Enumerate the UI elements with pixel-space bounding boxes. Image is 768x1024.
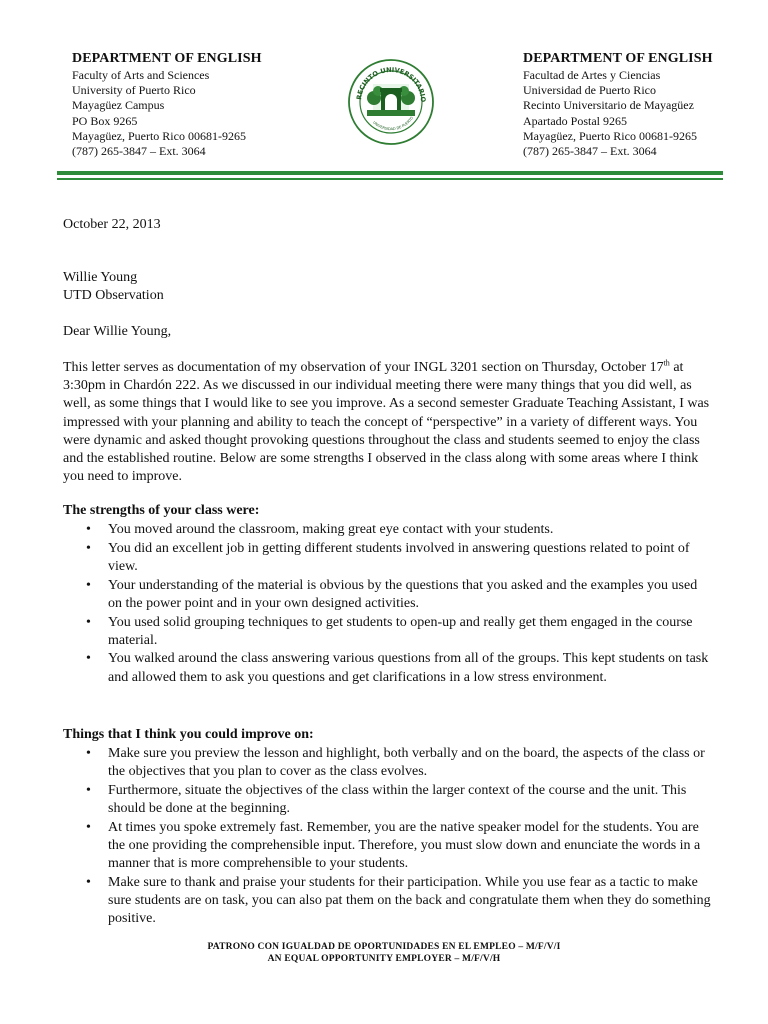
- dept-title-en: DEPARTMENT OF ENGLISH: [72, 51, 262, 66]
- letterhead-left: [72, 50, 262, 159]
- address-line: Faculty of Arts and Sciences: [72, 68, 210, 82]
- header-divider-thin: [57, 178, 723, 180]
- footer-eeo-notice: [0, 941, 768, 965]
- header-divider-thick: [57, 171, 723, 175]
- letterhead-right: [523, 50, 713, 159]
- university-seal-logo: [347, 58, 435, 146]
- list-item: • Make sure you preview the lesson and highlight, both verbally and on the board, the aspects of the class or the objectives that you plan to cover as the class evolves.: [86, 746, 705, 780]
- svg-text:UNIVERSIDAD DE PUERTO RICO: UNIVERSIDAD DE PUERTO: [372, 115, 415, 132]
- dept-title-es: DEPARTMENT OF ENGLISH: [523, 51, 713, 66]
- phone-line: (787) 265-3847 – Ext. 3064: [72, 144, 206, 159]
- footer-line-es: PATRONO CON IGUALDAD DE OPORTUNIDADES EN EL EMPLEO – M/F/V/I: [207, 942, 561, 952]
- list-item: • Make sure to thank and praise your students for their participation. While you use fear as a tactic to make sure students are on task, you can also pat them on the back and congratulate them when they do something positive.: [86, 874, 711, 927]
- address-line: Recinto Universitario de Mayagüez: [523, 98, 694, 113]
- bullet-icon: •: [86, 577, 91, 593]
- recipient-subject: UTD Observation: [63, 288, 164, 304]
- bullet-icon: •: [86, 746, 91, 761]
- strengths-list: [63, 521, 713, 687]
- ordinal-suffix: th: [663, 358, 670, 368]
- footer-line-en: AN EQUAL OPPORTUNITY EMPLOYER – M/F/V/H: [267, 954, 501, 964]
- address-line: Facultad de Artes y Ciencias: [523, 68, 661, 82]
- salutation: Dear Willie Young,: [63, 324, 172, 339]
- letter-date: October 22, 2013: [63, 217, 161, 232]
- recipient-block: [63, 269, 713, 305]
- intro-text-1: This letter serves as documentation of my observation of your INGL 3201 section on Thursday, October 17: [63, 360, 664, 375]
- address-line: Apartado Postal 9265: [523, 113, 627, 128]
- strengths-heading: The strengths of your class were:: [63, 503, 260, 518]
- intro-text-2: at 3:30pm in Chardón 222. As we discussed in our individual meeting there were many things that you did well, as well, as some things that I would like to see you improve. As a second semester Graduate Teaching Assistant, I was impressed with your planning and ability to teach the concept of “perspective” in a variety of different ways. You were dynamic and asked thought provoking questions throughout the class and students seemed to enjoy the class and the established routine. Below are some strengths I observed in the class along with some areas where I think you need to improve.: [63, 360, 710, 485]
- improvements-heading: Things that I think you could improve on:: [63, 727, 314, 742]
- svg-text:RECINTO UNIVERSITARIO DE MAYAG: RECINTO UNIVERSITARIO: [355, 65, 428, 103]
- list-item: • At times you spoke extremely fast. Remember, you are the native speaker model for the students. You are the one providing the comprehensible input. Therefore, you must slow down and enunciate the words in a manner that is more comprehensible to your students.: [86, 819, 701, 872]
- list-item: • You walked around the class answering various questions from all of the groups. This kept students on task and allowed them to ask you questions and get clarifications in a low stress environment.: [86, 651, 709, 685]
- address-line: University of Puerto Rico: [72, 83, 196, 98]
- address-line: Mayagüez, Puerto Rico 00681-9265: [72, 128, 246, 143]
- list-item: • You used solid grouping techniques to get students to open-up and really get them engaged in the course material.: [86, 614, 693, 648]
- list-item: • You did an excellent job in getting different students involved in answering questions related to point of view.: [86, 540, 690, 574]
- seal-graphic: [347, 58, 435, 146]
- bullet-icon: •: [86, 819, 91, 835]
- list-item: • You moved around the classroom, making great eye contact with your students.: [63, 521, 713, 539]
- bullet-icon: •: [86, 540, 91, 556]
- address-line: Mayagüez, Puerto Rico 00681-9265: [523, 128, 697, 143]
- bullet-icon: •: [86, 614, 91, 630]
- bullet-icon: •: [86, 651, 91, 667]
- intro-paragraph: [63, 359, 713, 486]
- address-line: Mayagüez Campus: [72, 98, 165, 113]
- bullet-icon: •: [86, 782, 91, 798]
- bullet-icon: •: [86, 522, 91, 537]
- recipient-name: Willie Young: [63, 270, 138, 285]
- address-line: PO Box 9265: [72, 113, 138, 128]
- list-item: • Your understanding of the material is obvious by the questions that you asked and the examples you used on the power point and in your own designed activities.: [86, 577, 698, 611]
- bullet-icon: •: [86, 874, 91, 890]
- address-line: Universidad de Puerto Rico: [523, 83, 656, 98]
- list-item: • Furthermore, situate the objectives of the class within the larger context of the course and the unit. This should be done at the beginning.: [86, 782, 687, 817]
- phone-line: (787) 265-3847 – Ext. 3064: [523, 144, 657, 159]
- improvements-list: [63, 745, 713, 929]
